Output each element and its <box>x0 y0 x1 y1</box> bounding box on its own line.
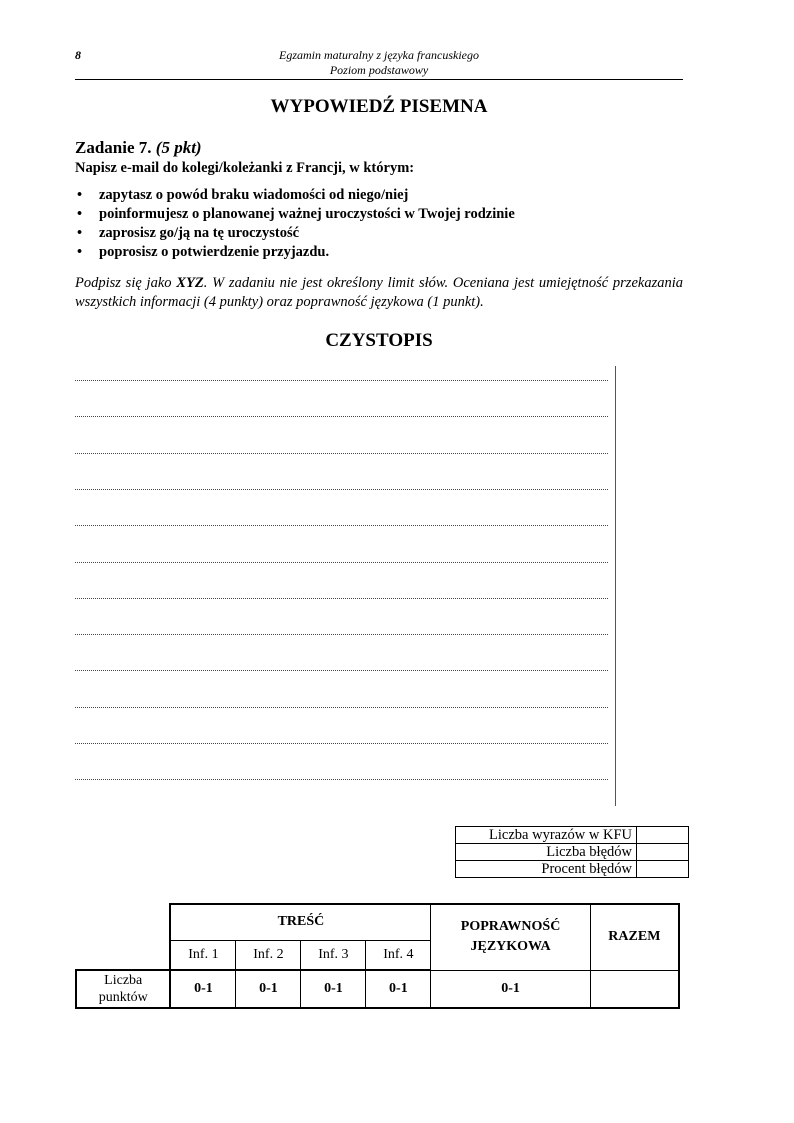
task-bullet: • poprosisz o potwierdzenie przyjazdu. <box>75 243 515 262</box>
total-score-cell[interactable] <box>590 970 679 1008</box>
header-line-2: Poziom podstawowy <box>329 63 429 77</box>
writing-line[interactable] <box>75 489 608 490</box>
task-heading <box>75 138 202 158</box>
task-points: (5 pkt) <box>155 138 202 157</box>
header-line-1: Egzamin maturalny z języka francuskiego <box>279 48 479 62</box>
content-header: TREŚĆ <box>170 904 430 940</box>
total-header: RAZEM <box>590 904 679 970</box>
writing-line[interactable] <box>75 453 608 454</box>
writing-line[interactable] <box>75 562 608 563</box>
task-note <box>75 274 683 312</box>
correctness-header: POPRAWNOŚĆ JĘZYKOWA <box>431 904 590 970</box>
signature-code: XYZ <box>176 275 204 291</box>
score-cell: 0-1 <box>366 970 431 1008</box>
header-rule <box>75 79 683 80</box>
note-post: . W zadaniu nie jest określony limit słów. Oceniana jest umiejętność przekazania wszystkich informacji (4 punkty) oraz poprawność językowa (1 punkt). <box>75 275 683 310</box>
writing-line[interactable] <box>75 743 608 744</box>
running-header <box>75 48 683 78</box>
kfu-value-cell[interactable] <box>637 861 689 878</box>
task-bullet: • zapytasz o powód braku wiadomości od niego/niej <box>75 186 515 205</box>
note-pre: Podpisz się jako <box>75 275 177 291</box>
task-instruction: Napisz e-mail do kolegi/koleżanki z Francji, w którym: <box>75 160 415 176</box>
writing-line[interactable] <box>75 634 608 635</box>
kfu-label: Procent błędów <box>456 861 637 878</box>
score-cell: 0-1 <box>170 970 235 1008</box>
writing-line[interactable] <box>75 380 608 381</box>
score-cell: 0-1 <box>301 970 366 1008</box>
score-cell: 0-1 <box>236 970 301 1008</box>
kfu-value-cell[interactable] <box>637 827 689 844</box>
score-table <box>75 903 680 1009</box>
writing-line[interactable] <box>75 416 608 417</box>
draft-title: CZYSTOPIS <box>325 330 433 351</box>
task-bullet-list <box>75 186 515 262</box>
kfu-label: Liczba błędów <box>456 844 637 861</box>
page-number: 8 <box>75 48 81 62</box>
writing-line[interactable] <box>75 707 608 708</box>
writing-line[interactable] <box>75 670 608 671</box>
kfu-table <box>455 826 689 878</box>
row-label: Liczba punktów <box>76 970 170 1008</box>
writing-line[interactable] <box>75 525 608 526</box>
task-bullet: • zaprosisz go/ją na tę uroczystość <box>75 224 515 243</box>
info-col-header: Inf. 3 <box>301 940 366 970</box>
info-col-header: Inf. 1 <box>170 940 235 970</box>
correctness-score-cell: 0-1 <box>431 970 590 1008</box>
info-col-header: Inf. 4 <box>366 940 431 970</box>
kfu-label: Liczba wyrazów w KFU <box>456 827 637 844</box>
margin-line <box>615 366 616 806</box>
section-title: WYPOWIEDŹ PISEMNA <box>270 96 488 117</box>
writing-line[interactable] <box>75 598 608 599</box>
info-col-header: Inf. 2 <box>236 940 301 970</box>
task-bullet: • poinformujesz o planowanej ważnej uroczystości w Twojej rodzinie <box>75 205 515 224</box>
kfu-value-cell[interactable] <box>637 844 689 861</box>
writing-line[interactable] <box>75 779 608 780</box>
task-label: Zadanie 7. <box>75 138 152 157</box>
